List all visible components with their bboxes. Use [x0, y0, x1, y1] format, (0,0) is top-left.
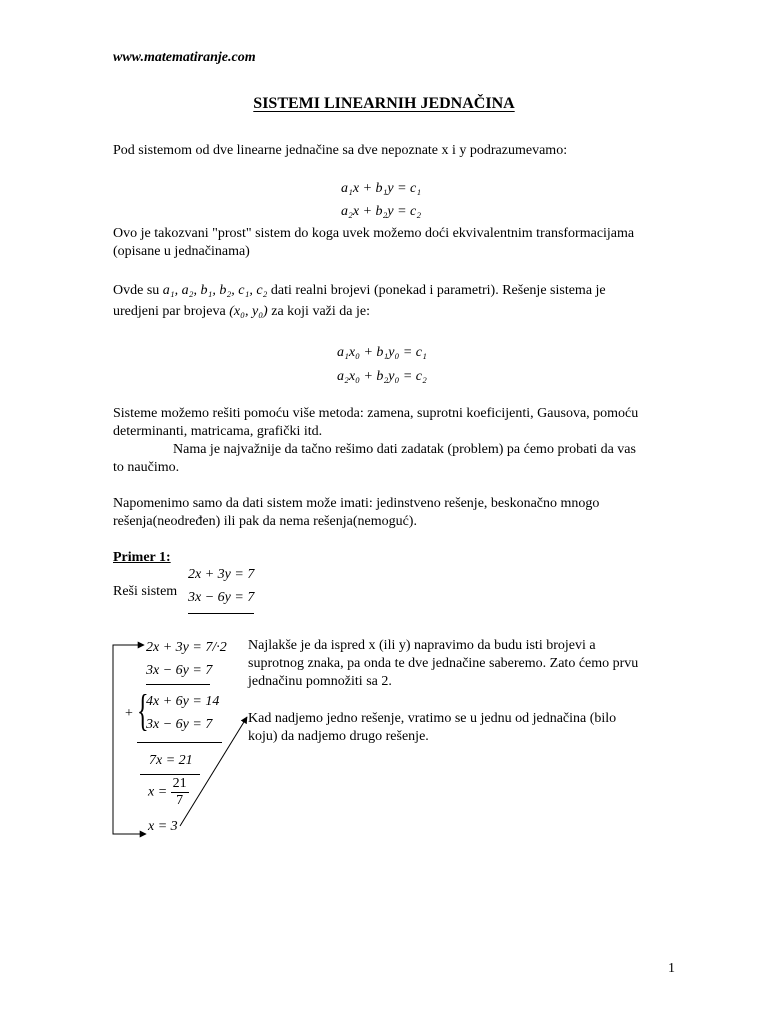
result-x-equals-3: x = 3 — [148, 819, 178, 834]
example-heading: Primer 1: — [113, 550, 171, 565]
example-system-2: 3x − 6y = 7 — [188, 590, 255, 605]
example-system-1: 2x + 3y = 7 — [188, 567, 255, 582]
step-multiply: 2x + 3y = 7/·2 — [146, 640, 227, 655]
return-arrow — [113, 645, 146, 834]
solution-equation-2: a₂x₀ + b₂y₀ = c₂ — [337, 369, 427, 384]
intro-paragraph: Pod sistemom od dve linearne jednačine sa dve nepoznate x i y podrazumevamo: — [113, 143, 568, 158]
solution-equation-1: a₁x₀ + b₁y₀ = c₁ — [337, 345, 427, 360]
solutions-types-paragraph: Napomenimo samo da dati sistem može imati: jedinstveno rešenje, beskonačno mnogo rešenja(neodređen) ili pak da nema rešenja(nemoguć). — [113, 496, 600, 529]
goal-paragraph: Nama je najvažnije da tačno rešimo dati zadatak (problem) pa ćemo probati da vas to naučimo. — [113, 442, 636, 475]
system-equation-2: a₂x + b₂y = c₂ — [341, 204, 422, 219]
page-title: SISTEMI LINEARNIH JEDNAČINA — [253, 95, 515, 112]
note-coefficients: Najlakše je da ispred x (ili y) napravimo da budu isti brojevi a suprotnog znaka, pa onda te dve jednačine saberemo. Zato ćemo prvu jednačinu pomnožiti sa 2. — [248, 638, 639, 689]
note-arrow — [180, 717, 247, 826]
result-7x: 7x = 21 — [149, 753, 193, 768]
fraction-21-over-7: $\frac{21}{7}$ — [172, 776, 187, 808]
prost-sistem-paragraph: Ovo je takozvani "prost" sistem do koga uvek možemo doći ekvivalentnim transformacijama (opisane u jednačinama) — [113, 226, 635, 259]
solution-pair: (x₀, y₀) — [229, 304, 268, 319]
parameters-paragraph: Ovde su a₁, a₂, b₁, b₂, c₁, c₂ dati realni brojevi (ponekad i parametri). Rešenje sistema je uredjeni par brojeva (x₀, y₀) za koji važi da je: — [113, 283, 606, 319]
solve-label: Reši sistem — [113, 584, 178, 599]
result-fraction: x = $\frac{21}{7}$ — [148, 776, 187, 808]
step-second-equation: 3x − 6y = 7 — [146, 663, 213, 678]
system-equation-1: a₁x + b₁y = c₁ — [341, 181, 422, 196]
plus-sign: + — [125, 706, 133, 721]
note-back-substitution: Kad nadjemo jedno rešenje, vratimo se u jednu od jednačina (bilo koju) da nadjemo drugo rešenje. — [248, 711, 617, 744]
methods-paragraph: Sisteme možemo rešiti pomoću više metoda: zamena, suprotni koeficijenti, Gausova, pomoću determinanti, matricama, grafički itd. — [113, 406, 639, 439]
brace-symbol: { — [137, 686, 149, 735]
page-number: 1 — [668, 961, 675, 976]
step-sum-2: 3x − 6y = 7 — [146, 717, 213, 732]
step-sum-1: 4x + 6y = 14 — [146, 694, 220, 709]
site-url: www.matematiranje.com — [113, 50, 256, 65]
parameters-list: a₁, a₂, b₁, b₂, c₁, c₂ — [162, 283, 268, 298]
